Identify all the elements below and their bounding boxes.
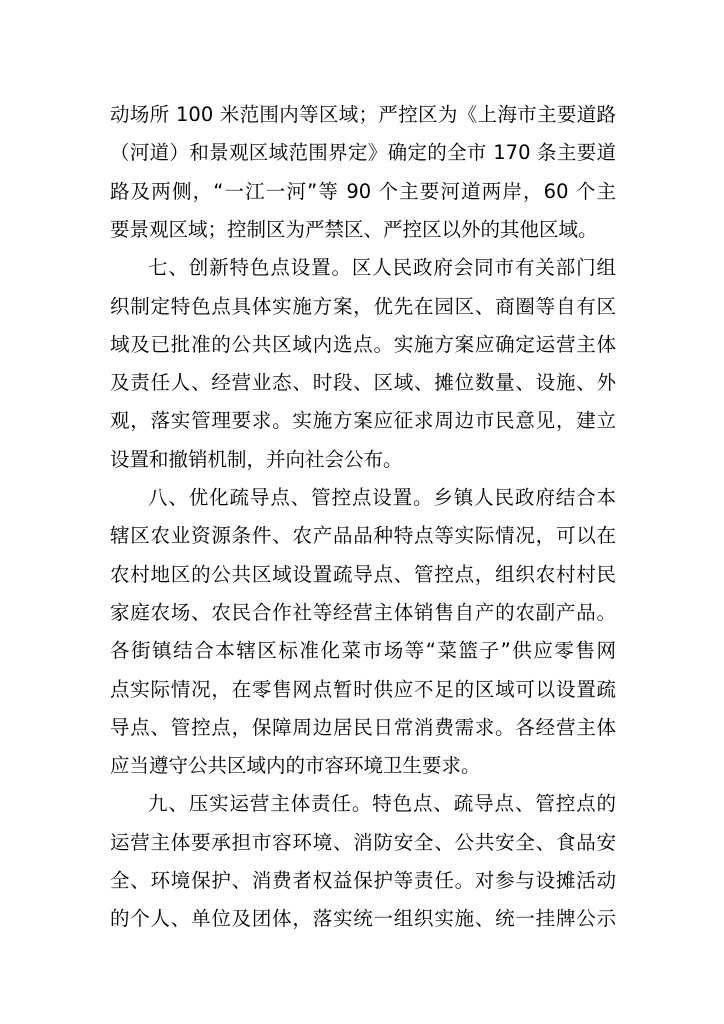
- text-line: 应当遵守公共区域内的市容环境卫生要求。: [110, 754, 481, 778]
- text-line: 导点、管控点，保障周边居民日常消费需求。各经营主体: [110, 715, 616, 739]
- text-line: 要景观区域；控制区为严禁区、严控区以外的其他区域。: [110, 217, 598, 241]
- paragraph-7-heading-line: 七、创新特色点设置。区人民政府会同市有关部门组: [148, 256, 616, 280]
- text-line: 观，落实管理要求。实施方案应征求周边市民意见，建立: [110, 409, 616, 433]
- text-line: 各街镇结合本辖区标准化菜市场等“菜篮子”供应零售网: [110, 639, 616, 663]
- text-line: 农村地区的公共区域设置疏导点、管控点，组织农村村民: [110, 562, 616, 586]
- text-line: 设置和撤销机制，并向社会公布。: [110, 447, 403, 471]
- text-line: 路及两侧，“一江一河”等 90 个主要河道两岸，60 个主: [110, 179, 616, 203]
- paragraph-8-heading-line: 八、优化疏导点、管控点设置。乡镇人民政府结合本: [148, 486, 616, 509]
- text-line: 运营主体要承担市容环境、消防安全、公共安全、食品安: [110, 830, 616, 854]
- text-line: （河道）和景观区域范围界定》确定的全市 170 条主要道: [110, 141, 616, 165]
- text-line: 家庭农场、农民合作社等经营主体销售自产的农副产品。: [110, 600, 616, 624]
- text-line: 的个人、单位及团体，落实统一组织实施、统一挂牌公示: [110, 907, 616, 931]
- text-line: 域及已批准的公共区域内选点。实施方案应确定运营主体: [110, 332, 616, 356]
- text-line: 及责任人、经营业态、时段、区域、摊位数量、设施、外: [110, 371, 616, 395]
- text-line: 织制定特色点具体实施方案，优先在园区、商圈等自有区: [110, 294, 616, 318]
- text-line: 点实际情况，在零售网点暂时供应不足的区域可以设置疏: [110, 677, 616, 701]
- text-line: 辖区农业资源条件、农产品品种特点等实际情况，可以在: [110, 524, 616, 548]
- text-line: 动场所 100 米范围内等区域；严控区为《上海市主要道路: [110, 103, 616, 126]
- text-line: 全、环境保护、消费者权益保护等责任。对参与设摊活动: [110, 869, 616, 892]
- paragraph-9-heading-line: 九、压实运营主体责任。特色点、疏导点、管控点的: [148, 792, 616, 816]
